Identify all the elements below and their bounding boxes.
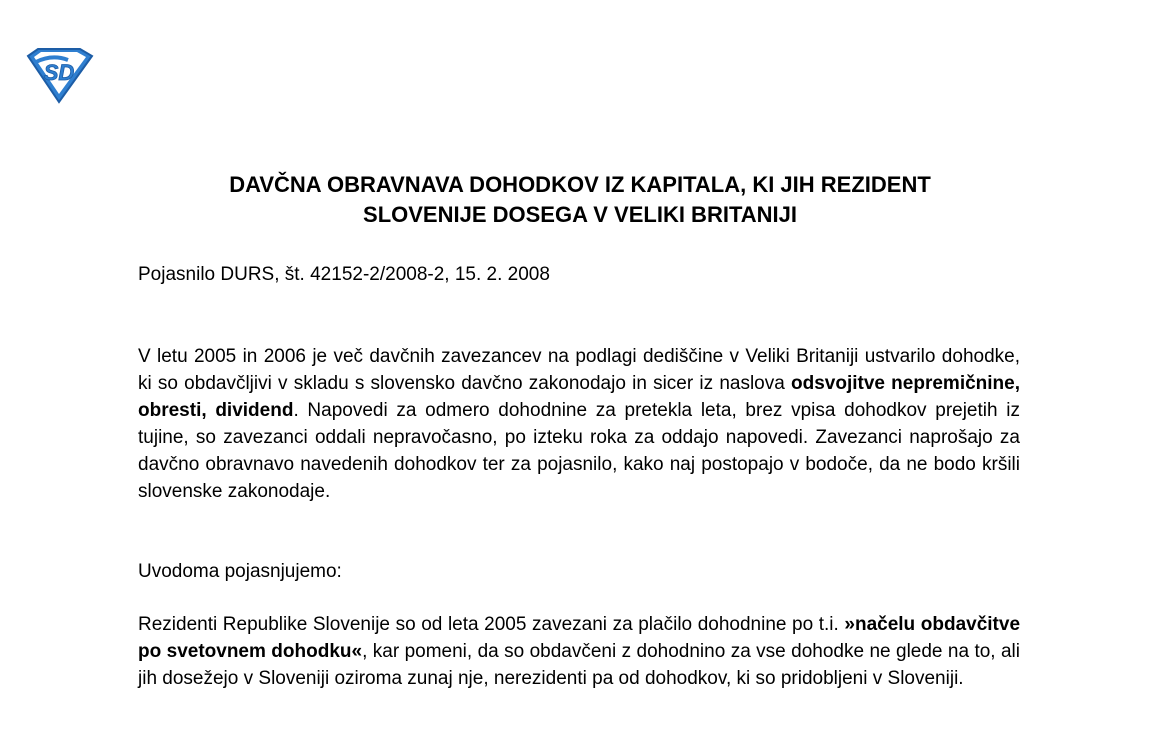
title-line-2: SLOVENIJE DOSEGA V VELIKI BRITANIJI bbox=[363, 202, 797, 227]
paragraph-1 bbox=[138, 343, 1020, 505]
intro-line: Uvodoma pojasnjujemo: bbox=[138, 561, 342, 582]
paragraph-2-text-a: Rezidenti Republike Slovenije so od leta 2005 zavezani za plačilo dohodnine po t.i. bbox=[138, 614, 845, 635]
paragraph-2-bold: »načelu obdavčitve po svetovnem dohodku« bbox=[138, 614, 1021, 662]
paragraph-1-text-b: . Napovedi za odmero dohodnine za pretekla leta, brez vpisa dohodkov prejetih iz tujine, so zavezanci oddali nepravočasno, po izteku roka za oddajo napovedi. Zavezanci naprošajo za davčno obravnavo navedenih dohodkov ter za pojasnilo, kako naj postopajo v bodoče, da ne bodo kršili slovenske zakonodaje. bbox=[138, 400, 1020, 502]
svg-text:SD: SD bbox=[43, 60, 75, 85]
paragraph-1-bold: odsvojitve nepremičnine, obresti, dividend bbox=[138, 373, 1021, 421]
paragraph-1-text-a: V letu 2005 in 2006 je več davčnih zavezancev na podlagi dediščine v Veliki Britaniji ustvarilo dohodke, ki so obdavčljivi v skladu s slovensko davčno zakonodajo in sicer iz naslova bbox=[138, 346, 1020, 394]
paragraph-2-text-b: , kar pomeni, da so obdavčeni z dohodnino za vse dohodke ne glede na to, ali jih dosežejo v Sloveniji oziroma zunaj nje, nerezidenti pa od dohodkov, ki so pridobljeni v Sloveniji. bbox=[138, 641, 1020, 689]
reference-line: Pojasnilo DURS, št. 42152-2/2008-2, 15. 2. 2008 bbox=[138, 264, 550, 285]
document-title bbox=[120, 170, 1040, 230]
paragraph-2 bbox=[138, 611, 1020, 692]
shield-logo-icon bbox=[22, 48, 96, 104]
title-line-1: DAVČNA OBRAVNAVA DOHODKOV IZ KAPITALA, KI JIH REZIDENT bbox=[229, 172, 931, 197]
